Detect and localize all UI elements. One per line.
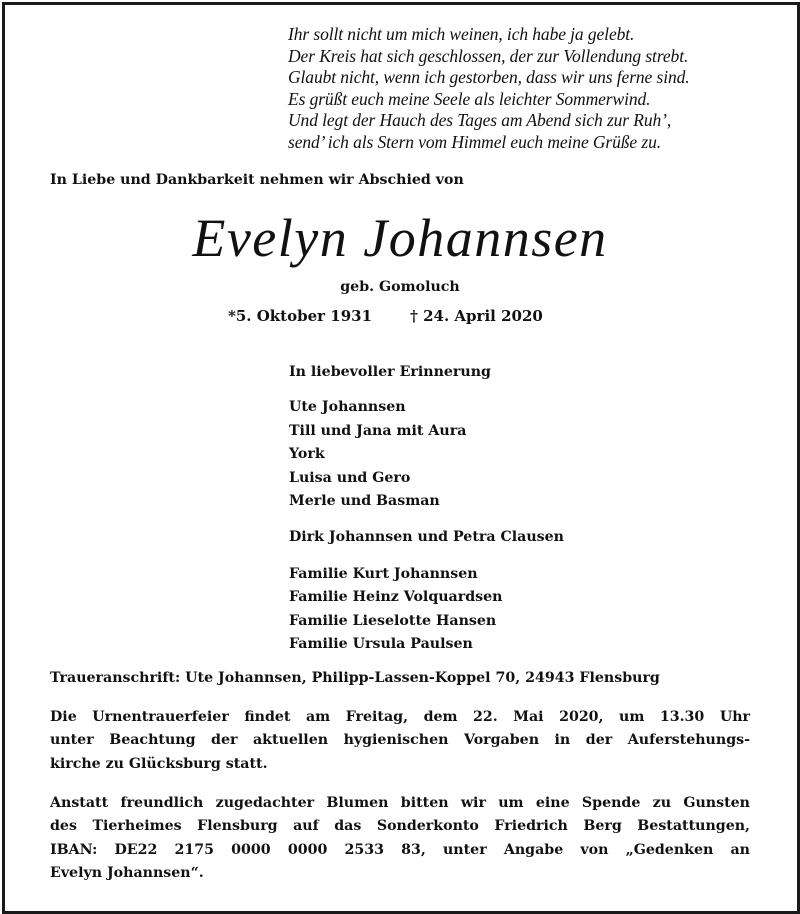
ceremony-line: unter Beachtung der aktuellen hygienischen Vorgaben in der Auferstehungs- [50,732,750,749]
family-group [289,526,564,549]
donation-line: des Tierheimes Flensburg auf das Sonderkonto Friedrich Berg Bestattungen, [50,818,750,835]
family-member: Till und Jana mit Aura [289,422,467,439]
poem-line: Und legt der Hauch des Tages am Abend sich zur Ruh’, [288,110,672,131]
poem-line: Es grüßt euch meine Seele als leichter Sommerwind. [288,88,651,109]
family-list [289,361,564,656]
life-dates [228,307,543,325]
deceased-name: Evelyn Johannsen [192,208,608,268]
ceremony-info [50,706,750,776]
family-group [289,396,564,513]
ceremony-line: Die Urnentrauerfeier findet am Freitag, dem 22. Mai 2020, um 13.30 Uhr [50,709,750,725]
poem-line: Glaubt nicht, wenn ich gestorben, dass wir uns ferne sind. [288,67,690,88]
family-member: Familie Lieselotte Hansen [289,612,497,629]
poem [288,24,758,154]
family-member: Familie Kurt Johannsen [289,565,478,582]
family-member: Ute Johannsen [289,399,406,416]
birth-date: *5. Oktober 1931 [228,307,373,325]
poem-line: Der Kreis hat sich geschlossen, der zur Vollendung strebt. [288,45,689,66]
birth-name: geb. Gomoluch [340,279,460,295]
ceremony-line: kirche zu Glücksburg statt. [50,755,268,772]
family-member: York [289,446,325,463]
intro-text: In Liebe und Dankbarkeit nehmen wir Abschied von [50,172,464,188]
family-member: Merle und Basman [289,493,440,510]
family-member: Luisa und Gero [289,469,411,486]
mourning-address: Traueranschrift: Ute Johannsen, Philipp-Lassen-Koppel 70, 24943 Flensburg [50,670,660,686]
family-member: Familie Heinz Volquardsen [289,589,503,606]
family-member: Familie Ursula Paulsen [289,636,473,653]
donation-line: IBAN: DE22 2175 0000 0000 2533 83, unter Angabe von „Gedenken an [50,841,750,858]
poem-line: Ihr sollt nicht um mich weinen, ich habe ja gelebt. [288,24,635,44]
donation-line: Anstatt freundlich zugedachter Blumen bitten wir um eine Spende zu Gunsten [50,795,750,811]
family-member: Dirk Johannsen und Petra Clausen [289,529,565,546]
family-heading: In liebevoller Erinnerung [289,364,491,380]
donation-info [50,792,750,886]
death-date: † 24. April 2020 [410,307,543,325]
poem-line: send’ ich als Stern vom Himmel euch meine Grüße zu. [288,131,662,152]
family-group [289,563,564,657]
donation-line: Evelyn Johannsen“. [50,865,204,882]
